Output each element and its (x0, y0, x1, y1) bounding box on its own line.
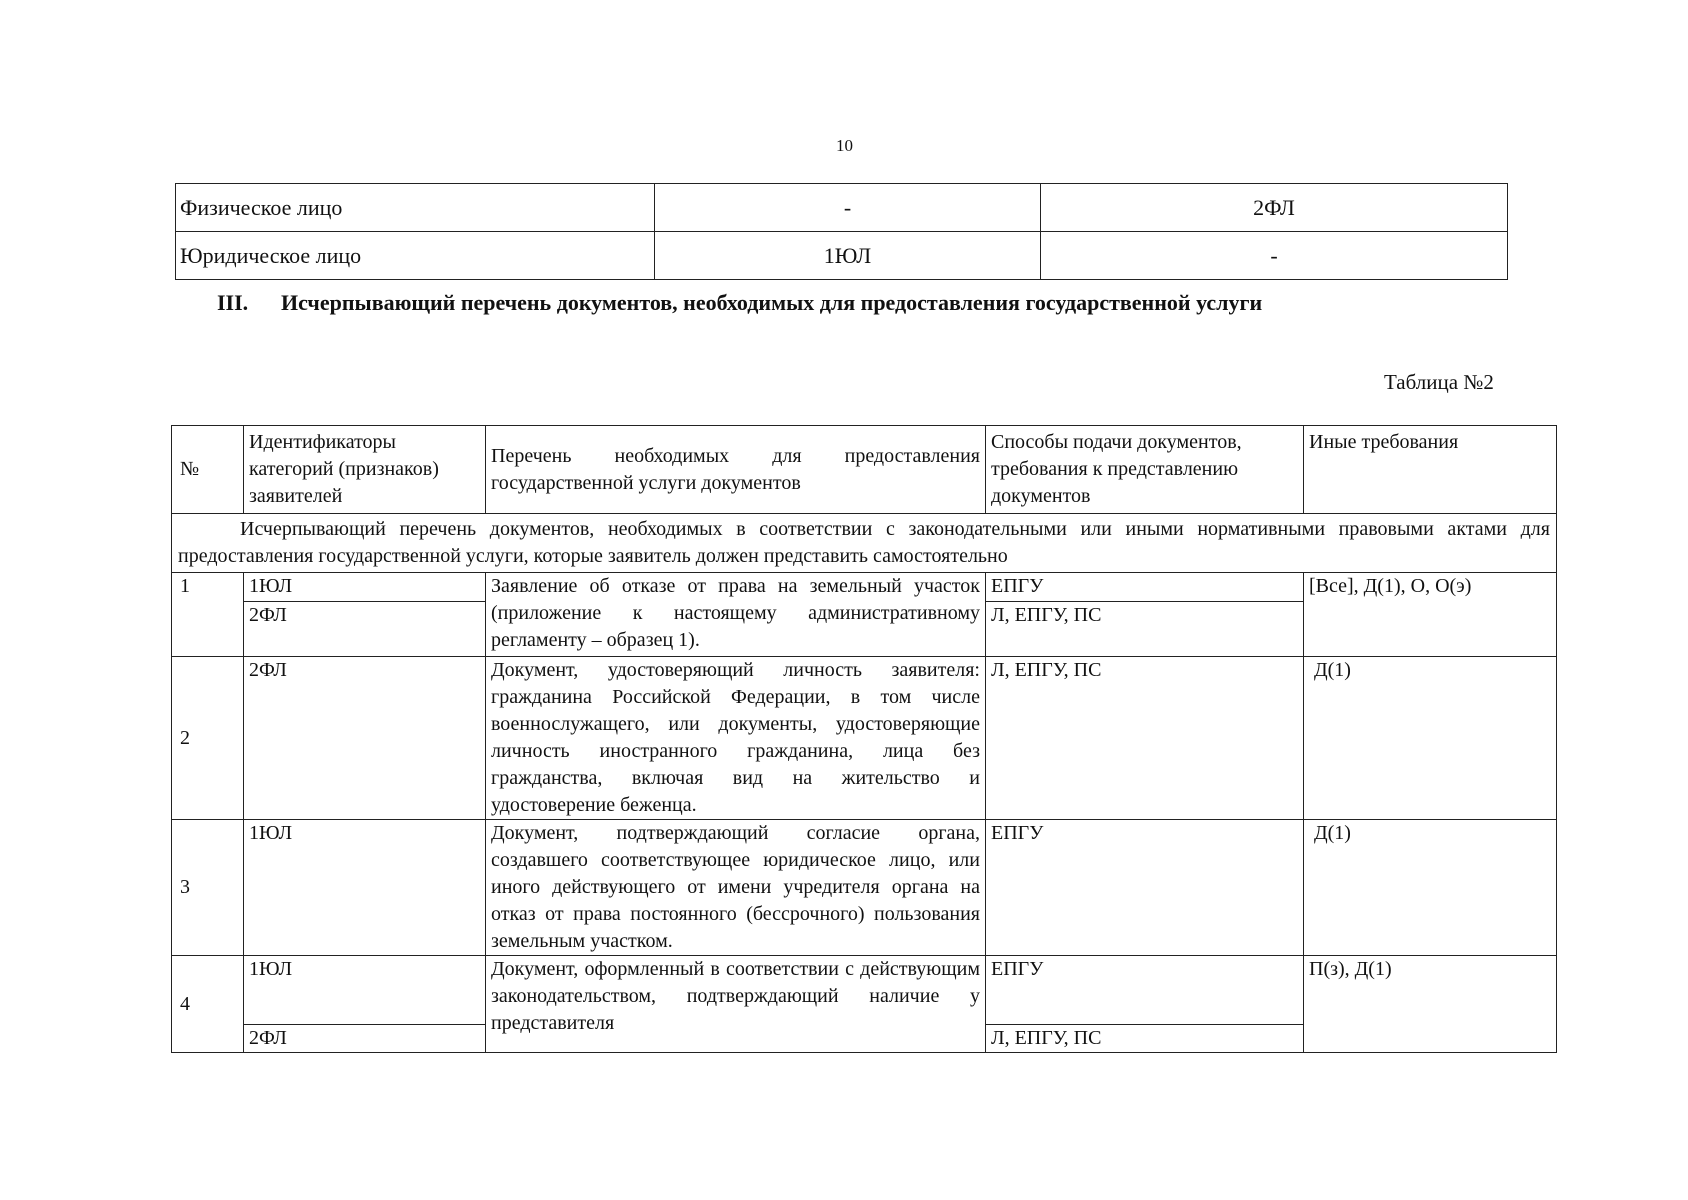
table-cell: Юридическое лицо (176, 232, 655, 280)
table-cell: 1ЮЛ (655, 232, 1041, 280)
row-ident: 1ЮЛ (244, 956, 486, 1025)
row-number: 1 (172, 573, 244, 657)
section-number: III. (217, 290, 249, 315)
row-doc: Заявление об отказе от права на земельный участок (приложение к настоящему административному регламенту – образец 1). (486, 573, 986, 657)
table-header-row (172, 426, 1557, 514)
table-cell: - (1041, 232, 1508, 280)
row-doc: Документ, удостоверяющий личность заявителя: гражданина Российской Федерации, в том числе военнослужащего, или документы, удостоверяющие личность иностранного гражданина, лица без гражданства, включая вид на жительство и удостоверение беженца. (486, 657, 986, 820)
row-ways: ЕПГУ (986, 820, 1304, 956)
table-row (176, 184, 1508, 232)
row-number: 3 (172, 820, 244, 956)
row-ways: ЕПГУ (986, 956, 1304, 1025)
row-ident: 2ФЛ (244, 657, 486, 820)
table-cell: Физическое лицо (176, 184, 655, 232)
row-ways: Л, ЕПГУ, ПС (986, 657, 1304, 820)
page-number: 10 (836, 136, 853, 155)
table-row (172, 573, 1557, 602)
table-label: Таблица №2 (1384, 370, 1494, 394)
table-row (172, 657, 1557, 820)
row-number: 2 (172, 657, 244, 820)
row-ident: 2ФЛ (244, 602, 486, 657)
documents-table (171, 425, 1557, 1053)
span-row-text: Исчерпывающий перечень документов, необходимых в соответствии с законодательными или иными нормативными правовыми актами для предоставления государственной услуги, которые заявитель должен представить самостоятельно (172, 514, 1557, 573)
row-ident: 2ФЛ (244, 1025, 486, 1053)
row-ways: ЕПГУ (986, 573, 1304, 602)
section-heading (217, 290, 1262, 316)
row-other: П(з), Д(1) (1304, 956, 1557, 1053)
row-ways: Л, ЕПГУ, ПС (986, 1025, 1304, 1053)
header-doc: Перечень необходимых для предоставления государственной услуги документов (486, 426, 986, 514)
header-ident: Идентификаторы категорий (признаков) заявителей (244, 426, 486, 514)
table-cell: 2ФЛ (1041, 184, 1508, 232)
row-doc: Документ, оформленный в соответствии с действующим законодательством, подтверждающий наличие у представителя (486, 956, 986, 1053)
row-other: [Все], Д(1), О, О(э) (1304, 573, 1557, 657)
row-ident: 1ЮЛ (244, 820, 486, 956)
row-doc: Документ, подтверждающий согласие органа, создавшего соответствующее юридическое лицо, или иного действующего от имени учредителя органа на отказ от права постоянного (бессрочного) пользования земельным участком. (486, 820, 986, 956)
row-other: Д(1) (1304, 820, 1557, 956)
header-num: № (172, 426, 244, 514)
row-other: Д(1) (1304, 657, 1557, 820)
table-cell: - (655, 184, 1041, 232)
row-ways: Л, ЕПГУ, ПС (986, 602, 1304, 657)
row-number: 4 (172, 956, 244, 1053)
header-other: Иные требования (1304, 426, 1557, 514)
table-row (172, 956, 1557, 1025)
header-ways: Способы подачи документов, требования к представлению документов (986, 426, 1304, 514)
section-title: Исчерпывающий перечень документов, необходимых для предоставления государственной услуги (281, 290, 1263, 315)
table-row (172, 820, 1557, 956)
table-row (172, 514, 1557, 573)
applicant-categories-table (175, 183, 1508, 280)
table-row (176, 232, 1508, 280)
row-ident: 1ЮЛ (244, 573, 486, 602)
